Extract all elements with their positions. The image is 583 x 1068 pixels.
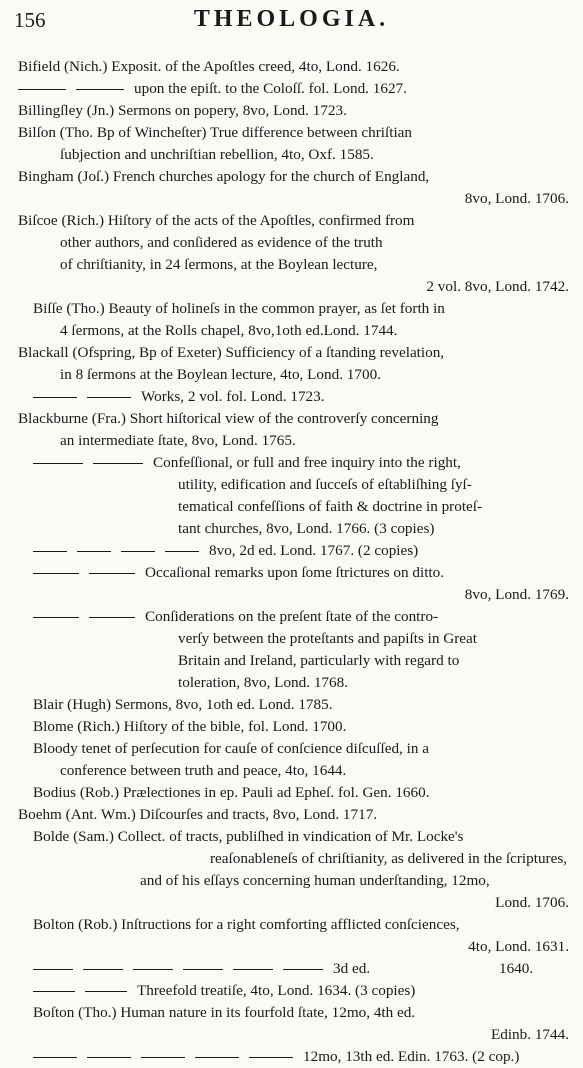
catalogue-entry-line: [18, 210, 414, 232]
ditto-dash: [33, 617, 79, 618]
catalogue-entry-line: [33, 782, 430, 804]
entry-text: 4to, Lond. 1631.: [468, 938, 569, 955]
catalogue-entry-line: [60, 320, 397, 342]
catalogue-entry-line: [465, 584, 569, 606]
entry-text: verſy between the proteſtants and papiſts in Great: [178, 630, 478, 647]
catalogue-entry-line: [468, 936, 569, 958]
entry-text: 2 vol. 8vo, Lond. 1742.: [426, 278, 569, 295]
catalogue-entry-line: [178, 650, 459, 672]
entry-text: toleration, 8vo, Lond. 1768.: [178, 674, 348, 691]
catalogue-entry-line: [33, 694, 333, 716]
catalogue-entry-line: [178, 518, 434, 540]
catalogue-entry-line: [33, 1002, 415, 1024]
catalogue-entry-line: [178, 496, 482, 518]
catalogue-entry-line: [60, 760, 346, 782]
entry-text: Blackburne (Fra.) Short hiſtorical view of the controverſy concerning: [18, 410, 439, 427]
entry-text: 1640.: [499, 960, 534, 977]
ditto-dash: [77, 551, 111, 552]
entry-text: Blair (Hugh) Sermons, 8vo, 1oth ed. Lond. 1785.: [33, 696, 333, 713]
catalogue-entry-line: [33, 298, 445, 320]
ditto-dash: [76, 89, 124, 90]
catalogue-entry-line: [33, 562, 444, 584]
ditto-dash: [165, 551, 199, 552]
ditto-dash: [33, 573, 79, 574]
catalogue-entry-line: [178, 628, 477, 650]
entry-text: Bodius (Rob.) Prælectiones in ep. Pauli ad Epheſ. fol. Gen. 1660.: [33, 784, 430, 801]
entry-text: in 8 ſermons at the Boylean lecture, 4to, Lond. 1700.: [60, 366, 381, 383]
ditto-dash: [85, 991, 127, 992]
entry-text: Billingſley (Jn.) Sermons on popery, 8vo, Lond. 1723.: [18, 102, 347, 119]
catalogue-entry-line: [499, 958, 533, 980]
ditto-dash: [33, 991, 75, 992]
ditto-dash: [89, 573, 135, 574]
ditto-dash: [141, 1057, 185, 1058]
entry-text: Biſcoe (Rich.) Hiſtory of the acts of the Apoſtles, confirmed from: [18, 212, 415, 229]
ditto-dash: [121, 551, 155, 552]
entry-text: Biſſe (Tho.) Beauty of holineſs in the common prayer, as ſet forth in: [33, 300, 445, 317]
ditto-dash: [93, 463, 143, 464]
page-number: 156: [14, 8, 46, 32]
entry-text: of chriſtianity, in 24 ſermons, at the Boylean lecture,: [60, 256, 378, 273]
ditto-dash: [33, 551, 67, 552]
ditto-dash: [87, 1057, 131, 1058]
catalogue-entry-line: [18, 408, 438, 430]
page-header: [0, 6, 583, 36]
ditto-dash: [233, 969, 273, 970]
entry-text: 8vo, Lond. 1769.: [464, 586, 569, 603]
catalogue-entry-line: [60, 430, 296, 452]
catalogue-entry-line: [33, 606, 438, 628]
entry-text: Blome (Rich.) Hiſtory of the bible, fol. Lond. 1700.: [33, 718, 347, 735]
entry-text: 3d ed.: [333, 960, 371, 977]
catalogue-entry-line: [33, 958, 370, 980]
catalogue-entry-line: [178, 672, 348, 694]
catalogue-entry-line: [33, 826, 463, 848]
ditto-dash: [283, 969, 323, 970]
entry-text: and of his eſſays concerning human underſtanding, 12mo,: [140, 872, 490, 889]
catalogue-entry-line: [18, 122, 412, 144]
entry-text: Bilſon (Tho. Bp of Wincheſter) True difference between chriſtian: [18, 124, 413, 141]
catalogue-entry-line: [33, 540, 418, 562]
entry-text: Bolde (Sam.) Collect. of tracts, publiſhed in vindication of Mr. Locke's: [33, 828, 464, 845]
entry-text: upon the epiſt. to the Coloſſ. fol. Lond. 1627.: [134, 80, 407, 97]
page-title: THEOLOGIA.: [193, 6, 390, 32]
entry-text: Works, 2 vol. fol. Lond. 1723.: [141, 388, 325, 405]
entry-text: Bingham (Joſ.) French churches apology for the church of England,: [18, 168, 430, 185]
ditto-dash: [83, 969, 123, 970]
catalogue-entry-line: [33, 738, 429, 760]
entry-text: tematical confeſſions of faith & doctrine in proteſ-: [178, 498, 483, 515]
catalogue-entry-line: [210, 848, 567, 870]
entry-text: Edinb. 1744.: [490, 1026, 569, 1043]
catalogue-entry-line: [33, 716, 346, 738]
entry-text: reaſonableneſs of chriſtianity, as delivered in the ſcriptures,: [210, 850, 568, 867]
entry-text: ſubjection and unchriſtian rebellion, 4to, Oxf. 1585.: [60, 146, 374, 163]
catalogue-entry-line: [140, 870, 490, 892]
catalogue-entry-line: [465, 188, 569, 210]
ditto-dash: [195, 1057, 239, 1058]
entry-text: 8vo, 2d ed. Lond. 1767. (2 copies): [209, 542, 419, 559]
catalogue-entry-line: [18, 56, 400, 78]
ditto-dash: [249, 1057, 293, 1058]
entry-text: conference between truth and peace, 4to, 1644.: [60, 762, 347, 779]
entry-text: Conſiderations on the preſent ſtate of the contro-: [145, 608, 439, 625]
catalogue-entry-line: [33, 980, 415, 1002]
catalogue-entry-line: [178, 474, 472, 496]
ditto-dash: [33, 463, 83, 464]
entry-text: Boehm (Ant. Wm.) Diſcourſes and tracts, 8vo, Lond. 1717.: [18, 806, 378, 823]
catalogue-entry-line: [33, 386, 325, 408]
ditto-dash: [33, 397, 77, 398]
catalogue-entry-line: [18, 804, 377, 826]
entry-text: Bloody tenet of perſecution for cauſe of conſcience diſcuſſed, in a: [33, 740, 429, 757]
catalogue-entry-line: [60, 144, 374, 166]
ditto-dash: [89, 617, 135, 618]
entry-text: Bifield (Nich.) Exposit. of the Apoſtles creed, 4to, Lond. 1626.: [18, 58, 400, 75]
entry-text: Threefold treatiſe, 4to, Lond. 1634. (3 copies): [137, 982, 416, 999]
entry-text: utility, edification and ſucceſs of eſtabliſhing ſyſ-: [178, 476, 472, 493]
entry-text: 4 ſermons, at the Rolls chapel, 8vo,1oth ed.Lond. 1744.: [60, 322, 398, 339]
ditto-dash: [18, 89, 66, 90]
entry-text: tant churches, 8vo, Lond. 1766. (3 copies): [178, 520, 435, 537]
catalogue-entry-line: [495, 892, 569, 914]
ditto-dash: [33, 1057, 77, 1058]
entry-text: Britain and Ireland, particularly with regard to: [178, 652, 460, 669]
catalogue-entry-line: [60, 232, 383, 254]
catalogue-entry-line: [60, 254, 377, 276]
catalogue-entry-line: [18, 342, 444, 364]
entry-text: Blackall (Ofspring, Bp of Exeter) Sufficiency of a ſtanding revelation,: [18, 344, 445, 361]
ditto-dash: [33, 969, 73, 970]
catalogue-entry-line: [33, 452, 461, 474]
catalogue-entry-line: [60, 364, 381, 386]
entry-text: an intermediate ſtate, 8vo, Lond. 1765.: [60, 432, 296, 449]
catalogue-entry-line: [33, 914, 460, 936]
catalogue-entry-line: [18, 78, 407, 100]
entry-text: Boſton (Tho.) Human nature in its fourfold ſtate, 12mo, 4th ed.: [33, 1004, 416, 1021]
ditto-dash: [183, 969, 223, 970]
catalogue-entry-line: [18, 166, 429, 188]
entry-text: other authors, and conſidered as evidence of the truth: [60, 234, 383, 251]
catalogue-entry-line: [33, 1046, 519, 1068]
entry-text: Lond. 1706.: [495, 894, 569, 911]
entry-text: Occaſional remarks upon ſome ſtrictures on ditto.: [145, 564, 445, 581]
entry-text: 8vo, Lond. 1706.: [464, 190, 569, 207]
catalogue-entry-line: [491, 1024, 569, 1046]
entry-text: Bolton (Rob.) Inſtructions for a right comforting afflicted conſciences,: [33, 916, 460, 933]
catalogue-entry-line: [18, 100, 347, 122]
catalogue-entry-line: [426, 276, 569, 298]
ditto-dash: [133, 969, 173, 970]
entry-text: 12mo, 13th ed. Edin. 1763. (2 cop.): [303, 1048, 520, 1065]
entry-text: Confeſſional, or full and free inquiry into the right,: [153, 454, 461, 471]
ditto-dash: [87, 397, 131, 398]
